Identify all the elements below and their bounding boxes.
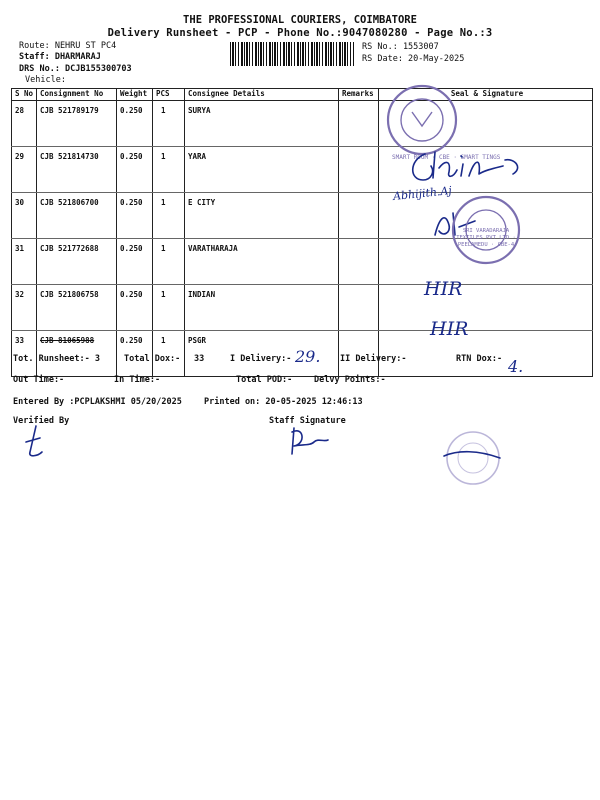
total-dox-label: Total Dox:-: [124, 354, 181, 364]
cell-consignment: CJB 81065988: [37, 331, 117, 377]
cell-consignment: CJB 521814730: [37, 147, 117, 193]
cell-pcs: 1: [153, 101, 185, 147]
verified-by-label: Verified By: [13, 416, 70, 426]
table-row: [12, 101, 593, 147]
cell-consignment: CJB 521806700: [37, 193, 117, 239]
rtn-dox-handwritten: 4.: [508, 357, 524, 376]
entered-by: Entered By :PCPLAKSHMI 05/20/2025: [13, 397, 182, 407]
col-header-consignment: Consignment No: [37, 89, 117, 101]
col-header-pcs: PCS: [153, 89, 185, 101]
signature-verified-by: [20, 422, 60, 462]
cell-weight: 0.250: [117, 331, 153, 377]
cell-sno: 33: [12, 331, 37, 377]
vehicle-field: Vehicle:: [25, 75, 66, 85]
rs-number: RS No.: 1553007: [362, 42, 439, 52]
cell-sno: 29: [12, 147, 37, 193]
out-time-label: Out Time:-: [13, 375, 65, 385]
cell-sno: 30: [12, 193, 37, 239]
col-header-seal-signature: Seal & Signature: [379, 89, 593, 101]
col-header-remarks: Remarks: [339, 89, 379, 101]
table-header-row: [12, 89, 593, 101]
in-time-label: In Time:-: [114, 375, 161, 385]
cell-consignee: SURYA: [185, 101, 339, 147]
cell-consignee: INDIAN: [185, 285, 339, 331]
i-delivery-label: I Delivery:-: [230, 354, 292, 364]
cell-seal: [379, 285, 593, 331]
cell-sno: 31: [12, 239, 37, 285]
stamp-varadaraja-text: SRI VARADARAJA TEXTILES PVT LTD · PEELAMEDU · CBE-4: [456, 228, 516, 248]
runsheet-subtitle: Delivery Runsheet - PCP - Phone No.:9047080280 - Page No.:3: [107, 27, 493, 39]
cell-pcs: 1: [153, 239, 185, 285]
cell-weight: 0.250: [117, 193, 153, 239]
staff-field: Staff: DHARMARAJ: [19, 52, 101, 62]
cell-sno: 32: [12, 285, 37, 331]
signature-staff: [284, 424, 334, 460]
col-header-consignee: Consignee Details: [185, 89, 339, 101]
cell-pcs: 1: [153, 331, 185, 377]
cell-consignee: PSGR: [185, 331, 339, 377]
faint-stamp-footer: [438, 428, 508, 488]
cell-remarks: [339, 239, 379, 285]
cell-consignee: VARATHARAJA: [185, 239, 339, 285]
company-title: THE PROFESSIONAL COURIERS, COIMBATORE: [183, 14, 417, 26]
ii-delivery-label: II Delivery:-: [340, 354, 407, 364]
tot-runsheet: Tot. Runsheet:- 3: [13, 354, 100, 364]
printed-on: Printed on: 20-05-2025 12:46:13: [204, 397, 363, 407]
cell-consignee: E CITY: [185, 193, 339, 239]
drs-field: DRS No.: DCJB155300703: [19, 64, 132, 74]
cell-consignment: CJB 521772688: [37, 239, 117, 285]
rtn-dox-label: RTN Dox:-: [456, 354, 503, 364]
total-dox-value: 33: [194, 354, 205, 364]
cell-pcs: 1: [153, 147, 185, 193]
stamp-smart-room-text: SMART ROOM · CBE · SMART TINGS: [392, 154, 501, 161]
handwriting-row30: Abhijith.Aj: [392, 183, 453, 204]
cell-consignment: CJB 521789179: [37, 101, 117, 147]
staff-signature-label: Staff Signature: [269, 416, 346, 426]
delvy-points-label: Delvy Points:-: [314, 375, 386, 385]
cell-weight: 0.250: [117, 239, 153, 285]
handwriting-row33: HIR: [430, 318, 469, 340]
col-header-sno: S No: [12, 89, 37, 101]
cell-pcs: 1: [153, 285, 185, 331]
cell-remarks: [339, 147, 379, 193]
signature-row29: [405, 146, 535, 186]
cell-weight: 0.250: [117, 285, 153, 331]
col-header-weight: Weight: [117, 89, 153, 101]
cell-remarks: [339, 285, 379, 331]
rs-date: RS Date: 20-May-2025: [362, 54, 465, 64]
cell-consignment: CJB 521806758: [37, 285, 117, 331]
cell-pcs: 1: [153, 193, 185, 239]
table-row: [12, 285, 593, 331]
cell-weight: 0.250: [117, 147, 153, 193]
cell-sno: 28: [12, 101, 37, 147]
cell-remarks: [339, 101, 379, 147]
cell-weight: 0.250: [117, 101, 153, 147]
barcode: [230, 42, 354, 66]
handwriting-row32: HIR: [424, 278, 463, 300]
cell-consignee: YARA: [185, 147, 339, 193]
cell-remarks: [339, 193, 379, 239]
total-pod-label: Total POD:-: [236, 375, 293, 385]
i-delivery-handwritten: 29.: [295, 347, 321, 366]
route-field: Route: NEHRU ST PC4: [19, 41, 117, 51]
